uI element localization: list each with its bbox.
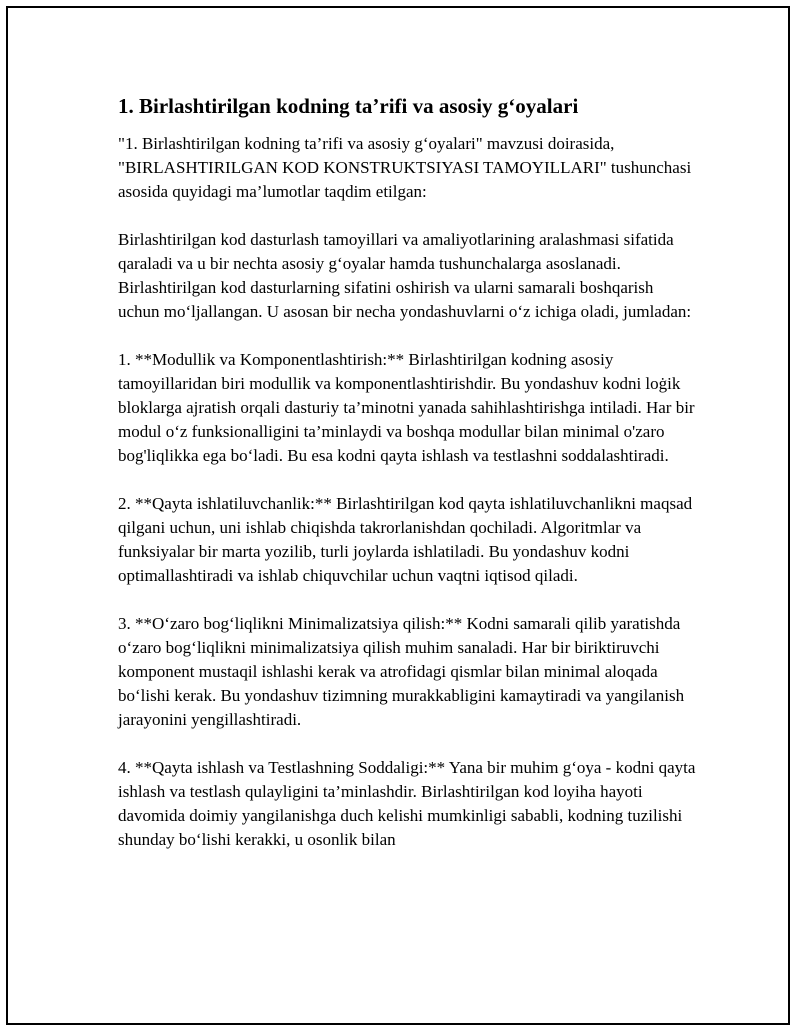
modularity-paragraph: 1. **Modullik va Komponentlashtirish:** Birlashtirilgan kodning asosiy tamoyillaridan biri modullik va komponentlashtirishdir. Bu yondashuv kodni loġik bloklarga ajratish orqali dasturiy ta’minotni yanada sahihlashtirishga intiladi. Har bir modul o‘z funksionalligini ta’minlaydi va boshqa modullar bilan minimal o'zaro bog'liqlikka ega bo‘ladi. Bu esa kodni qayta ishlash va testlashni soddalashtiradi. [118, 350, 695, 465]
testing-paragraph: 4. **Qayta ishlash va Testlashning Soddaligi:** Yana bir muhim g‘oya - kodni qayta ishlash va testlash qulayligini ta’minlashdir. Birlashtirilgan kod loyiha hayoti davomida doimiy yangilanishga duch kelishi mumkinligi sababli, kodning tuzilishi shunday bo‘lishi kerakki, u osonlik bilan [118, 758, 696, 849]
coupling-paragraph: 3. **O‘zaro bog‘liqlikni Minimalizatsiya qilish:** Kodni samarali qilib yaratishda o‘zaro bog‘liqlikni minimalizatsiya qilish muhim sanaladi. Har bir biriktiruvchi komponent mustaqil ishlashi kerak va atrofidagi qismlar bilan minimal aloqada bo‘lishi kerak. Bu yondashuv tizimning murakkabligini kamaytiradi va yangilanish jarayonini yengillashtiradi. [118, 614, 685, 729]
section-title: 1. Birlashtirilgan kodning ta’rifi va asosiy g‘oyalari [118, 94, 579, 118]
reusability-paragraph: 2. **Qayta ishlatiluvchanlik:** Birlashtirilgan kod qayta ishlatiluvchanlikni maqsad qilgani uchun, uni ishlab chiqishda takrorlanishdan qochiladi. Algoritmlar va funksiyalar bir marta yozilib, turli joylarda ishlatiladi. Bu yondashuv kodni optimallashtiradi va ishlab chiquvchilar uchun vaqtni iqtisod qiladi. [118, 494, 693, 585]
overview-paragraph: Birlashtirilgan kod dasturlash tamoyillari va amaliyotlarining aralashmasi sifatida qaraladi va u bir nechta asosiy g‘oyalar hamda tushunchalarga asoslanadi. Birlashtirilgan kod dasturlarning sifatini oshirish va ularni samarali boshqarish uchun mo‘ljallangan. U asosan bir necha yondashuvlarni o‘z ichiga oladi, jumladan: [118, 230, 692, 321]
document-body [118, 92, 698, 876]
intro-paragraph: "1. Birlashtirilgan kodning ta’rifi va asosiy g‘oyalari" mavzusi doirasida, "BIRLASHTIRILGAN KOD KONSTRUKTSIYASI TAMOYILLARI" tushunchasi asosida quyidagi ma’lumotlar taqdim etilgan: [118, 134, 692, 201]
